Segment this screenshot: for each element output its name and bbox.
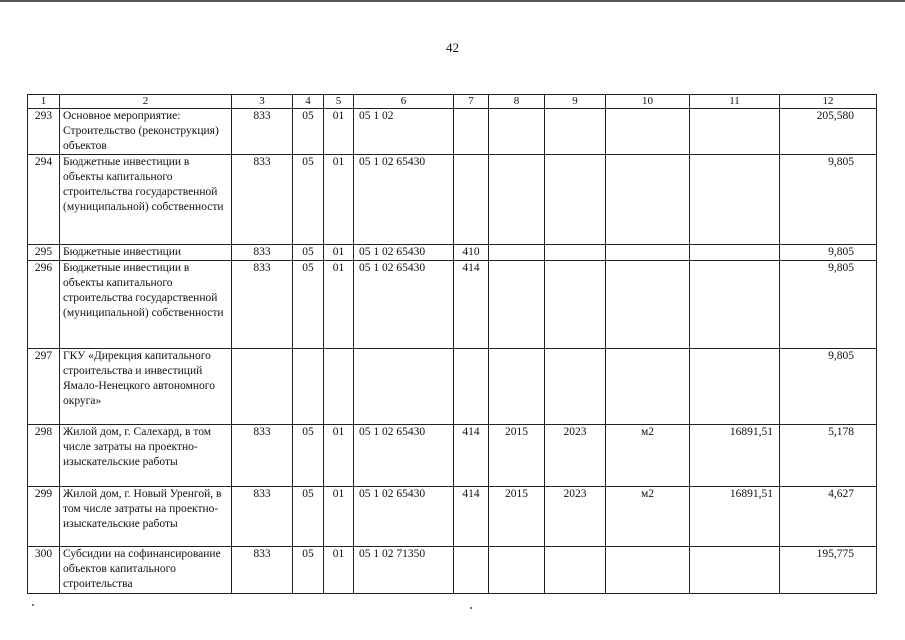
cell-subsection-code: 01: [324, 425, 354, 487]
table-row: [28, 109, 877, 155]
cell-amount: 9,805: [780, 261, 877, 349]
cell-ministry-code: [232, 349, 293, 425]
table-row: [28, 425, 877, 487]
cell-target-article: 05 1 02: [354, 109, 454, 155]
cell-capacity: [690, 245, 780, 261]
column-number-header: 11: [690, 95, 780, 109]
cell-item-name: Бюджетные инвестиции: [60, 245, 232, 261]
cell-item-name: Основное мероприятие: Строительство (реконструкция) объектов: [60, 109, 232, 155]
cell-expense-type: [454, 109, 489, 155]
cell-unit: [606, 547, 690, 594]
cell-target-article: 05 1 02 65430: [354, 425, 454, 487]
cell-item-name: ГКУ «Дирекция капитального строительства и инвестиций Ямало-Ненецкого автономного округа»: [60, 349, 232, 425]
cell-end-year: [545, 245, 606, 261]
cell-subsection-code: 01: [324, 487, 354, 547]
column-number-header: 8: [489, 95, 545, 109]
cell-ministry-code: 833: [232, 487, 293, 547]
cell-item-name: Жилой дом, г. Салехард, в том числе затраты на проектно-изыскательские работы: [60, 425, 232, 487]
cell-target-article: 05 1 02 71350: [354, 547, 454, 594]
table-row: [28, 547, 877, 594]
cell-capacity: 16891,51: [690, 425, 780, 487]
cell-end-year: 2023: [545, 487, 606, 547]
cell-expense-type: 414: [454, 425, 489, 487]
cell-capacity: [690, 155, 780, 245]
column-number-header: 5: [324, 95, 354, 109]
cell-section-code: 05: [293, 487, 324, 547]
cell-expense-type: 410: [454, 245, 489, 261]
cell-amount: 4,627: [780, 487, 877, 547]
cell-unit: [606, 261, 690, 349]
table-row: [28, 245, 877, 261]
column-number-header: 12: [780, 95, 877, 109]
table-header-row: [28, 95, 877, 109]
cell-unit: [606, 155, 690, 245]
cell-end-year: [545, 261, 606, 349]
top-border-line: [0, 0, 905, 2]
cell-row-number: 294: [28, 155, 60, 245]
cell-target-article: 05 1 02 65430: [354, 487, 454, 547]
cell-item-name: Субсидии на софинансирование объектов капитального строительства: [60, 547, 232, 594]
cell-subsection-code: 01: [324, 547, 354, 594]
cell-target-article: 05 1 02 65430: [354, 245, 454, 261]
column-number-header: 4: [293, 95, 324, 109]
table-row: [28, 349, 877, 425]
cell-start-year: 2015: [489, 425, 545, 487]
cell-start-year: 2015: [489, 487, 545, 547]
table-row: [28, 155, 877, 245]
column-number-header: 3: [232, 95, 293, 109]
cell-row-number: 297: [28, 349, 60, 425]
cell-item-name: Бюджетные инвестиции в объекты капитального строительства государственной (муниципальной) собственности: [60, 261, 232, 349]
cell-ministry-code: 833: [232, 261, 293, 349]
cell-end-year: 2023: [545, 425, 606, 487]
cell-capacity: 16891,51: [690, 487, 780, 547]
cell-capacity: [690, 349, 780, 425]
cell-target-article: [354, 349, 454, 425]
cell-amount: 195,775: [780, 547, 877, 594]
cell-row-number: 300: [28, 547, 60, 594]
cell-row-number: 299: [28, 487, 60, 547]
cell-end-year: [545, 109, 606, 155]
cell-section-code: 05: [293, 425, 324, 487]
column-number-header: 1: [28, 95, 60, 109]
cell-start-year: [489, 261, 545, 349]
cell-start-year: [489, 155, 545, 245]
cell-row-number: 298: [28, 425, 60, 487]
cell-ministry-code: 833: [232, 425, 293, 487]
cell-start-year: [489, 349, 545, 425]
cell-section-code: 05: [293, 245, 324, 261]
cell-amount: 5,178: [780, 425, 877, 487]
cell-expense-type: [454, 155, 489, 245]
column-number-header: 2: [60, 95, 232, 109]
cell-end-year: [545, 155, 606, 245]
cell-capacity: [690, 261, 780, 349]
cell-expense-type: 414: [454, 487, 489, 547]
cell-ministry-code: 833: [232, 547, 293, 594]
cell-ministry-code: 833: [232, 245, 293, 261]
cell-start-year: [489, 547, 545, 594]
cell-expense-type: [454, 349, 489, 425]
cell-row-number: 293: [28, 109, 60, 155]
cell-unit: м2: [606, 487, 690, 547]
budget-table: [27, 94, 877, 594]
cell-section-code: 05: [293, 109, 324, 155]
table-row: [28, 261, 877, 349]
cell-section-code: [293, 349, 324, 425]
cell-start-year: [489, 109, 545, 155]
cell-subsection-code: 01: [324, 155, 354, 245]
cell-section-code: 05: [293, 155, 324, 245]
column-number-header: 10: [606, 95, 690, 109]
scan-speck: [470, 607, 472, 609]
cell-subsection-code: 01: [324, 261, 354, 349]
cell-section-code: 05: [293, 547, 324, 594]
cell-amount: 9,805: [780, 245, 877, 261]
cell-capacity: [690, 109, 780, 155]
cell-start-year: [489, 245, 545, 261]
cell-amount: 9,805: [780, 349, 877, 425]
column-number-header: 6: [354, 95, 454, 109]
cell-target-article: 05 1 02 65430: [354, 155, 454, 245]
column-number-header: 7: [454, 95, 489, 109]
cell-item-name: Бюджетные инвестиции в объекты капитального строительства государственной (муниципальной) собственности: [60, 155, 232, 245]
cell-ministry-code: 833: [232, 155, 293, 245]
cell-unit: м2: [606, 425, 690, 487]
cell-unit: [606, 349, 690, 425]
table-row: [28, 487, 877, 547]
page-number: 42: [446, 40, 459, 55]
scan-speck: [32, 604, 34, 606]
cell-amount: 205,580: [780, 109, 877, 155]
cell-subsection-code: [324, 349, 354, 425]
column-number-header: 9: [545, 95, 606, 109]
cell-end-year: [545, 547, 606, 594]
cell-capacity: [690, 547, 780, 594]
table-body: [28, 95, 877, 594]
cell-expense-type: 414: [454, 261, 489, 349]
cell-row-number: 295: [28, 245, 60, 261]
cell-row-number: 296: [28, 261, 60, 349]
cell-end-year: [545, 349, 606, 425]
cell-subsection-code: 01: [324, 109, 354, 155]
cell-target-article: 05 1 02 65430: [354, 261, 454, 349]
cell-expense-type: [454, 547, 489, 594]
cell-ministry-code: 833: [232, 109, 293, 155]
cell-subsection-code: 01: [324, 245, 354, 261]
cell-unit: [606, 245, 690, 261]
cell-item-name: Жилой дом, г. Новый Уренгой, в том числе затраты на проектно-изыскательские работы: [60, 487, 232, 547]
cell-section-code: 05: [293, 261, 324, 349]
cell-unit: [606, 109, 690, 155]
cell-amount: 9,805: [780, 155, 877, 245]
